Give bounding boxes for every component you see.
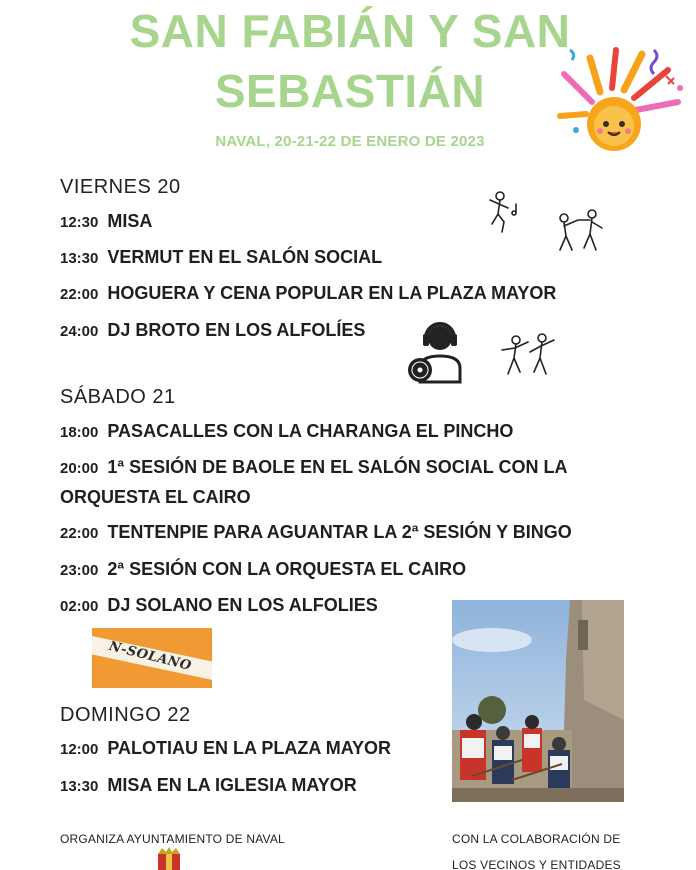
event-row — [60, 453, 600, 511]
event-time: 12:30 — [60, 214, 99, 231]
event-row — [60, 555, 620, 585]
dancer-icon — [486, 190, 526, 236]
event-time: 22:00 — [60, 286, 99, 303]
footer-organizer: ORGANIZA AYUNTAMIENTO DE NAVAL — [60, 832, 285, 846]
event-time: 18:00 — [60, 424, 99, 441]
dancers-icon — [498, 330, 560, 382]
footer-collaboration-line2: LOS VECINOS Y ENTIDADES — [452, 858, 621, 870]
event-row — [60, 518, 620, 548]
event-text: 1ª SESIÓN DE BAOLE EN EL SALÓN SOCIAL CON LA ORQUESTA EL CAIRO — [60, 457, 567, 507]
footer-collaboration-line1: CON LA COLABORACIÓN DE — [452, 832, 621, 846]
event-text: TENTENPIE PARA AGUANTAR LA 2ª SESIÓN Y BINGO — [107, 522, 572, 542]
event-time: 20:00 — [60, 460, 99, 477]
event-row — [60, 734, 620, 764]
dj-headphones-icon — [406, 320, 464, 384]
day-heading-saturday: SÁBADO 21 — [60, 386, 176, 408]
dj-solano-banner — [92, 628, 212, 688]
event-text: PALOTIAU EN LA PLAZA MAYOR — [107, 738, 392, 758]
event-text: DJ SOLANO EN LOS ALFOLIES — [107, 595, 378, 615]
event-text: MISA — [107, 211, 153, 231]
town-crest-icon — [152, 846, 186, 870]
event-time: 02:00 — [60, 598, 99, 615]
event-row — [60, 417, 620, 447]
event-text: HOGUERA Y CENA POPULAR EN LA PLAZA MAYOR — [107, 283, 557, 303]
event-time: 13:30 — [60, 250, 99, 267]
event-time: 13:30 — [60, 778, 99, 795]
day-heading-sunday: DOMINGO 22 — [60, 704, 191, 726]
event-text: 2ª SESIÓN CON LA ORQUESTA EL CAIRO — [107, 559, 467, 579]
firework-sticker-icon — [556, 40, 688, 158]
poster-title-line2: SEBASTIÁN — [214, 65, 486, 117]
event-text: MISA EN LA IGLESIA MAYOR — [107, 775, 357, 795]
event-row — [60, 207, 620, 237]
event-text: DJ BROTO EN LOS ALFOLÍES — [107, 320, 366, 340]
event-row — [60, 771, 620, 801]
event-text: VERMUT EN EL SALÓN SOCIAL — [107, 247, 383, 267]
event-time: 24:00 — [60, 323, 99, 340]
poster-title-line1: SAN FABIÁN Y SAN — [129, 5, 571, 57]
event-row — [60, 243, 620, 273]
day-heading-friday: VIERNES 20 — [60, 176, 181, 198]
poster-subtitle: NAVAL, 20-21-22 DE ENERO DE 2023 — [215, 133, 485, 150]
banner-text: N-SOLANO — [107, 639, 193, 674]
event-time: 12:00 — [60, 741, 99, 758]
event-time: 23:00 — [60, 562, 99, 579]
dancing-couple-icon — [550, 206, 608, 256]
event-text: PASACALLES CON LA CHARANGA EL PINCHO — [107, 421, 514, 441]
event-row — [60, 279, 620, 309]
event-time: 22:00 — [60, 525, 99, 542]
